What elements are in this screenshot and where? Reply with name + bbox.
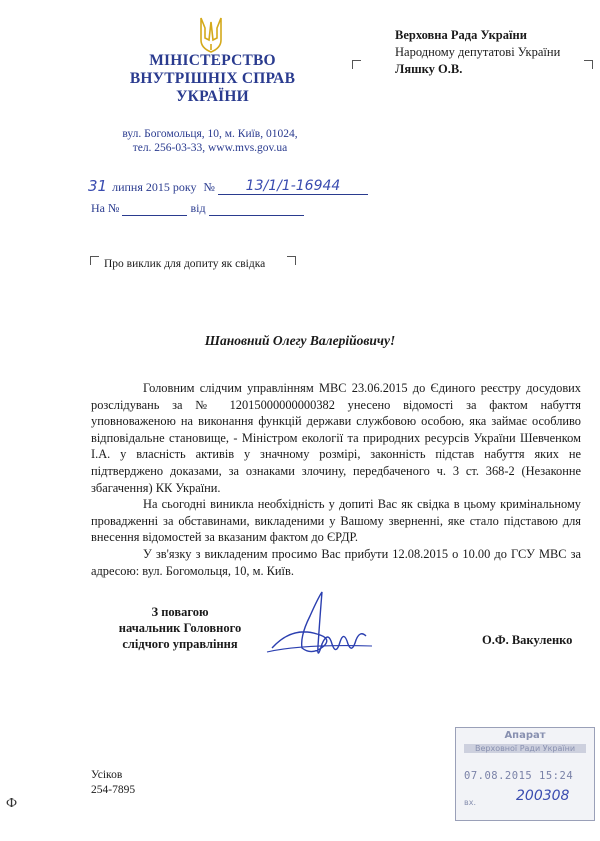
address-line: вул. Богомольця, 10, м. Київ, 01024, <box>122 128 298 140</box>
handwritten-signature <box>262 586 382 676</box>
registration-line <box>88 177 368 195</box>
stamp-title: Апарат <box>504 730 546 741</box>
letter-body <box>91 380 581 579</box>
executor-phone: 254-7895 <box>91 784 136 796</box>
reply-from-label: від <box>190 201 206 215</box>
addressee-bracket-left <box>352 60 361 69</box>
subject-bracket-left <box>90 256 99 265</box>
contacts-line: тел. 256-03-33, www.mvs.gov.ua <box>132 142 288 154</box>
subject-bracket-right <box>287 256 296 265</box>
registration-day: 31 <box>88 177 108 195</box>
registration-month-year: липня 2015 року <box>112 180 197 194</box>
body-paragraph: У зв'язку з викладеним просимо Вас прибути 12.08.2015 о 10.00 до ГСУ МВС за адресою: вул. Богомольця, 10, м. Київ. <box>91 546 581 578</box>
executor-name: Усіков <box>91 769 123 781</box>
reply-number-label: На № <box>91 201 120 215</box>
subject-line: Про виклик для допиту як свідка <box>104 258 266 270</box>
ministry-line: ВНУТРІШНІХ СПРАВ <box>129 70 296 87</box>
corner-mark: Ф <box>6 796 18 811</box>
stamp-org: Верховної Ради України <box>464 744 586 753</box>
reply-line <box>91 201 304 216</box>
signer-name: О.Ф. Вакуленко <box>482 633 573 647</box>
ministry-line: УКРАЇНИ <box>176 88 249 105</box>
addressee-name: Ляшку О.В. <box>395 62 463 76</box>
closing-line: З повагою <box>151 605 209 619</box>
ministry-address <box>90 127 330 155</box>
salutation: Шановний Олегу Валерійовичу! <box>204 333 396 348</box>
registration-number: 13/1/1-16944 <box>245 178 341 194</box>
body-paragraph: На сьогодні виникла необхідність у допиті Вас як свідка в цьому кримінальному провадженні за обставинами, викладеними у Вашому зверненні, яке стало підставою для внесення відомостей за вказаним фактом до ЄРДР. <box>91 497 581 545</box>
stamp-date: 07.08.2015 15:24 <box>464 770 574 782</box>
addressee-title: Народному депутатові України <box>395 45 561 59</box>
stamp-inbox-number: 200308 <box>516 788 570 804</box>
ministry-line: МІНІСТЕРСТВО <box>149 52 276 69</box>
registration-number-label: № <box>203 180 215 194</box>
closing-block <box>95 604 265 652</box>
executor-block <box>91 768 135 798</box>
ministry-name <box>100 52 325 106</box>
closing-line: начальник Головного <box>118 621 242 635</box>
incoming-stamp <box>455 727 595 821</box>
closing-line: слідчого управління <box>122 637 238 651</box>
trident-emblem-icon <box>198 14 224 54</box>
body-paragraph: Головним слідчим управлінням МВС 23.06.2015 до Єдиного реєстру досудових розслідувань за № 12015000000000382 унесено відомості за фактом набуття уповноваженою на виконання функцій держави службовою особою, яка займає особливо відповідальне становище, - Міністром екології та природних ресурсів України Шевченком І.А. у власність активів у значному розмірі, законність підстав набуття яких не підтверджено доказами, за ознаками злочину, передбаченого ч. 3 ст. 368-2 (Незаконне збагачення) КК України. <box>91 381 581 495</box>
stamp-inbox-label: вх. <box>464 798 476 807</box>
addressee-org: Верховна Рада України <box>395 28 527 42</box>
addressee-block <box>395 27 595 78</box>
